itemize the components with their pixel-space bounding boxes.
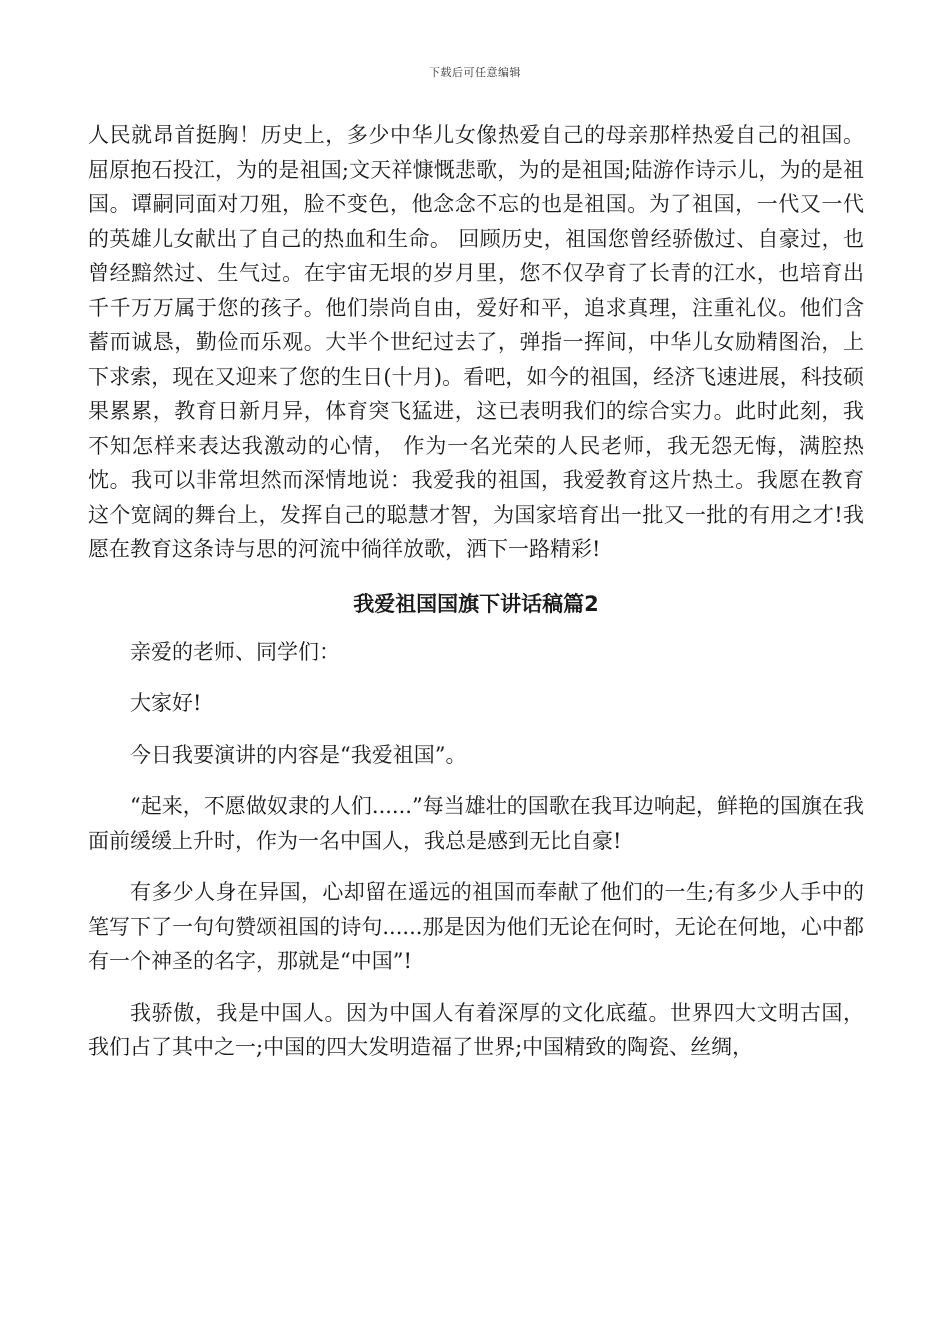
intro-paragraph: 人民就昂首挺胸！历史上，多少中华儿女像热爱自己的母亲那样热爱自己的祖国。屈原抱石投江，为的是祖国;文天祥慷慨悲歌，为的是祖国;陆游作诗示儿，为的是祖国。谭嗣同面对刀殂，脸不变色，他念念不忘的也是祖国。为了祖国，一代又一代的英雄儿女献出了自己的热血和生命。 回顾历史，祖国您曾经骄傲过、自豪过，也曾经黯然过、生气过。在宇宙无垠的岁月里，您不仅孕育了长青的江水，也培育出千千万万属于您的孩子。他们崇尚自由，爱好和平，追求真理，注重礼仪。他们含蓄而诚恳，勤俭而乐观。大半个世纪过去了，弹指一挥间，中华儿女励精图治，上下求索，现在又迎来了您的生日(十月)。看吧，如今的祖国，经济飞速进展，科技硕果累累，教育日新月异，体育突飞猛进，这已表明我们的综合实力。此时此刻，我不知怎样来表达我激动的心情， 作为一名光荣的人民老师，我无怨无悔，满腔热忱。我可以非常坦然而深情地说：我爱我的祖国，我爱教育这片热土。我愿在教育这个宽阔的舞台上，发挥自己的聪慧才智，为国家培育出一批又一批的有用之才!我愿在教育这条诗与思的河流中徜徉放歌，洒下一路精彩! [88, 123, 864, 561]
page-header: 下载后可任意编辑 [429, 66, 521, 79]
paragraph-pride: 我骄傲，我是中国人。因为中国人有着深厚的文化底蕴。世界四大文明古国，我们占了其中之一;中国的四大发明造福了世界;中国精致的陶瓷、丝绸， [88, 1000, 864, 1059]
paragraph-topic: 今日我要演讲的内容是“我爱祖国”。 [130, 742, 467, 767]
document-body [88, 118, 864, 1082]
paragraph-salutation: 亲爱的老师、同学们： [130, 639, 340, 664]
paragraph-overseas: 有多少人身在异国，心却留在遥远的祖国而奉献了他们的一生;有多少人手中的笔写下了一句句赞颂祖国的诗句......那是因为他们无论在何时，无论在何地，心中都有一个神圣的名字，那就是“中国”! [88, 880, 864, 973]
paragraph-greeting: 大家好! [130, 691, 202, 715]
section-title: 我爱祖国国旗下讲话稿篇2 [353, 591, 599, 616]
paragraph-anthem: “起来，不愿做奴隶的人们......”每当雄壮的国歌在我耳边响起，鲜艳的国旗在我面前缓缓上升时，作为一名中国人，我总是感到无比自豪! [88, 794, 864, 853]
